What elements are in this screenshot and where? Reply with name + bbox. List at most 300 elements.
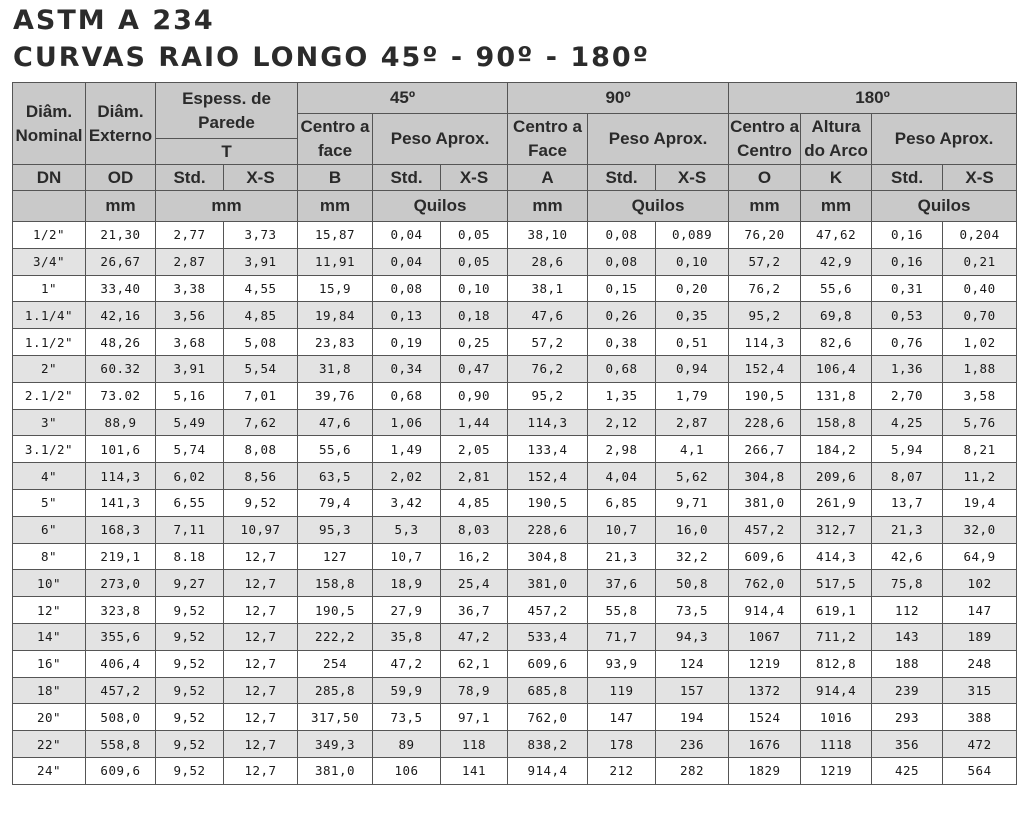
table-cell: 8.18 (156, 543, 224, 570)
table-cell: 838,2 (508, 731, 588, 758)
table-cell: 97,1 (441, 704, 508, 731)
table-cell: 15,87 (298, 222, 373, 249)
table-cell: 16" (13, 650, 86, 677)
table-row (13, 275, 1017, 302)
table-cell: 0,20 (656, 275, 729, 302)
header-centro-face-90: Centro a Face (508, 114, 588, 165)
header-peso-aprox-180: Peso Aprox. (872, 114, 1017, 165)
table-cell: 6" (13, 516, 86, 543)
table-cell: 133,4 (508, 436, 588, 463)
table-cell: 0,68 (373, 382, 441, 409)
table-cell: 212 (588, 757, 656, 784)
table-cell: 89 (373, 731, 441, 758)
header-altura-arco-180: Altura do Arco (801, 114, 872, 165)
table-cell: 315 (943, 677, 1017, 704)
table-cell: 190,5 (508, 489, 588, 516)
table-header (13, 83, 1017, 222)
table-cell: 0,16 (872, 248, 943, 275)
table-cell: 9,52 (156, 757, 224, 784)
table-cell: 1372 (729, 677, 801, 704)
table-cell: 2,81 (441, 463, 508, 490)
table-cell: 190,5 (729, 382, 801, 409)
table-cell: 3,56 (156, 302, 224, 329)
table-cell: 2,12 (588, 409, 656, 436)
table-cell: 381,0 (508, 570, 588, 597)
header-code: X-S (224, 165, 298, 191)
table-cell: 222,2 (298, 623, 373, 650)
table-cell: 5,16 (156, 382, 224, 409)
document-title: ASTM A 234 (13, 5, 215, 36)
table-cell: 11,2 (943, 463, 1017, 490)
table-cell: 0,51 (656, 329, 729, 356)
table-cell: 127 (298, 543, 373, 570)
table-cell: 158,8 (801, 409, 872, 436)
table-row (13, 489, 1017, 516)
table-cell: 2,02 (373, 463, 441, 490)
table-cell: 106 (373, 757, 441, 784)
table-cell: 37,6 (588, 570, 656, 597)
table-cell: 323,8 (86, 597, 156, 624)
table-cell: 9,27 (156, 570, 224, 597)
table-cell: 6,55 (156, 489, 224, 516)
table-cell: 23,83 (298, 329, 373, 356)
table-cell: 4,55 (224, 275, 298, 302)
table-cell: 18,9 (373, 570, 441, 597)
table-cell: 47,2 (373, 650, 441, 677)
table-cell: 0,25 (441, 329, 508, 356)
header-unit-peso90: Quilos (588, 191, 729, 222)
table-cell: 0,94 (656, 355, 729, 382)
table-cell: 5,62 (656, 463, 729, 490)
header-espess-parede: Espess. de Parede (156, 83, 298, 139)
table-cell: 12,7 (224, 623, 298, 650)
table-cell: 12,7 (224, 731, 298, 758)
table-cell: 457,2 (86, 677, 156, 704)
table-cell: 78,9 (441, 677, 508, 704)
table-cell: 168,3 (86, 516, 156, 543)
table-cell: 12,7 (224, 704, 298, 731)
table-cell: 5" (13, 489, 86, 516)
header-code: Std. (872, 165, 943, 191)
table-cell: 3/4" (13, 248, 86, 275)
table-cell: 9,52 (156, 731, 224, 758)
table-cell: 2,77 (156, 222, 224, 249)
table-cell: 147 (588, 704, 656, 731)
table-cell: 131,8 (801, 382, 872, 409)
table-cell: 4,85 (224, 302, 298, 329)
table-cell: 31,8 (298, 355, 373, 382)
table-cell: 0,08 (373, 275, 441, 302)
table-row (13, 597, 1017, 624)
header-code: X-S (943, 165, 1017, 191)
table-cell: 381,0 (298, 757, 373, 784)
table-cell: 20" (13, 704, 86, 731)
table-cell: 1,49 (373, 436, 441, 463)
header-unit-b: mm (298, 191, 373, 222)
header-code: K (801, 165, 872, 191)
table-row (13, 650, 1017, 677)
table-cell: 24" (13, 757, 86, 784)
table-cell: 73.02 (86, 382, 156, 409)
table-cell: 59,9 (373, 677, 441, 704)
table-cell: 9,52 (156, 597, 224, 624)
table-cell: 609,6 (729, 543, 801, 570)
table-cell: 112 (872, 597, 943, 624)
table-cell: 414,3 (801, 543, 872, 570)
table-cell: 517,5 (801, 570, 872, 597)
header-diam-nominal: Diâm. Nominal (13, 83, 86, 165)
table-cell: 55,6 (298, 436, 373, 463)
table-cell: 69,8 (801, 302, 872, 329)
table-cell: 425 (872, 757, 943, 784)
table-cell: 5,74 (156, 436, 224, 463)
table-cell: 533,4 (508, 623, 588, 650)
table-cell: 2,87 (656, 409, 729, 436)
table-cell: 381,0 (729, 489, 801, 516)
table-cell: 47,2 (441, 623, 508, 650)
table-cell: 5,54 (224, 355, 298, 382)
table-cell: 0,10 (656, 248, 729, 275)
table-cell: 28,6 (508, 248, 588, 275)
table-cell: 4,85 (441, 489, 508, 516)
header-unit-peso180: Quilos (872, 191, 1017, 222)
table-cell: 55,8 (588, 597, 656, 624)
table-cell: 219,1 (86, 543, 156, 570)
table-cell: 6,85 (588, 489, 656, 516)
table-cell: 1219 (729, 650, 801, 677)
table-cell: 35,8 (373, 623, 441, 650)
table-cell: 50,8 (656, 570, 729, 597)
header-code: B (298, 165, 373, 191)
table-cell: 12,7 (224, 570, 298, 597)
table-cell: 914,4 (729, 597, 801, 624)
table-cell: 10,7 (373, 543, 441, 570)
table-cell: 12,7 (224, 650, 298, 677)
table-cell: 95,2 (508, 382, 588, 409)
table-cell: 47,6 (508, 302, 588, 329)
header-code: Std. (588, 165, 656, 191)
table-cell: 21,30 (86, 222, 156, 249)
table-cell: 5,3 (373, 516, 441, 543)
table-cell: 7,11 (156, 516, 224, 543)
table-cell: 5,08 (224, 329, 298, 356)
table-cell: 73,5 (656, 597, 729, 624)
table-cell: 619,1 (801, 597, 872, 624)
header-unit-o: mm (729, 191, 801, 222)
table-cell: 9,71 (656, 489, 729, 516)
table-cell: 13,7 (872, 489, 943, 516)
table-cell: 22" (13, 731, 86, 758)
table-cell: 10,97 (224, 516, 298, 543)
table-cell: 93,9 (588, 650, 656, 677)
table-row (13, 382, 1017, 409)
table-cell: 2,05 (441, 436, 508, 463)
table-cell: 1,36 (872, 355, 943, 382)
table-cell: 19,4 (943, 489, 1017, 516)
header-unit-k: mm (801, 191, 872, 222)
table-cell: 356 (872, 731, 943, 758)
table-cell: 9,52 (156, 704, 224, 731)
table-cell: 141,3 (86, 489, 156, 516)
table-cell: 102 (943, 570, 1017, 597)
table-cell: 5,94 (872, 436, 943, 463)
table-cell: 304,8 (508, 543, 588, 570)
table-cell: 47,62 (801, 222, 872, 249)
table-cell: 4" (13, 463, 86, 490)
table-cell: 558,8 (86, 731, 156, 758)
table-cell: 141 (441, 757, 508, 784)
table-cell: 4,04 (588, 463, 656, 490)
table-cell: 27,9 (373, 597, 441, 624)
table-cell: 1829 (729, 757, 801, 784)
table-cell: 3.1/2" (13, 436, 86, 463)
table-cell: 209,6 (801, 463, 872, 490)
table-row (13, 570, 1017, 597)
table-cell: 82,6 (801, 329, 872, 356)
table-cell: 1676 (729, 731, 801, 758)
table-cell: 114,3 (508, 409, 588, 436)
header-code: OD (86, 165, 156, 191)
table-cell: 6,02 (156, 463, 224, 490)
table-cell: 2" (13, 355, 86, 382)
table-cell: 0,204 (943, 222, 1017, 249)
table-cell: 3,42 (373, 489, 441, 516)
table-cell: 304,8 (729, 463, 801, 490)
table-cell: 248 (943, 650, 1017, 677)
table-cell: 147 (943, 597, 1017, 624)
table-cell: 1.1/4" (13, 302, 86, 329)
table-cell: 914,4 (801, 677, 872, 704)
table-cell: 711,2 (801, 623, 872, 650)
table-cell: 32,0 (943, 516, 1017, 543)
table-cell: 3,58 (943, 382, 1017, 409)
table-cell: 26,67 (86, 248, 156, 275)
table-cell: 184,2 (801, 436, 872, 463)
table-cell: 8,21 (943, 436, 1017, 463)
table-cell: 0,05 (441, 222, 508, 249)
table-cell: 0,53 (872, 302, 943, 329)
table-cell: 349,3 (298, 731, 373, 758)
table-cell: 152,4 (729, 355, 801, 382)
table-cell: 0,15 (588, 275, 656, 302)
table-cell: 685,8 (508, 677, 588, 704)
table-cell: 114,3 (729, 329, 801, 356)
table-cell: 2.1/2" (13, 382, 86, 409)
table-cell: 236 (656, 731, 729, 758)
table-cell: 1524 (729, 704, 801, 731)
header-unit-od: mm (86, 191, 156, 222)
table-cell: 1.1/2" (13, 329, 86, 356)
table-cell: 19,84 (298, 302, 373, 329)
table-cell: 33,40 (86, 275, 156, 302)
table-cell: 7,62 (224, 409, 298, 436)
table-cell: 0,21 (943, 248, 1017, 275)
table-row (13, 731, 1017, 758)
table-cell: 14" (13, 623, 86, 650)
table-cell: 1/2" (13, 222, 86, 249)
table-cell: 293 (872, 704, 943, 731)
table-cell: 3,91 (156, 355, 224, 382)
table-cell: 266,7 (729, 436, 801, 463)
table-cell: 48,26 (86, 329, 156, 356)
table-cell: 32,2 (656, 543, 729, 570)
table-cell: 1118 (801, 731, 872, 758)
table-cell: 388 (943, 704, 1017, 731)
table-cell: 1067 (729, 623, 801, 650)
table-cell: 8,08 (224, 436, 298, 463)
table-cell: 12,7 (224, 597, 298, 624)
table-cell: 36,7 (441, 597, 508, 624)
table-cell: 76,2 (508, 355, 588, 382)
header-group-45: 45º (298, 83, 508, 114)
table-cell: 25,4 (441, 570, 508, 597)
table-cell: 261,9 (801, 489, 872, 516)
table-cell: 12,7 (224, 677, 298, 704)
table-cell: 3,73 (224, 222, 298, 249)
table-cell: 2,98 (588, 436, 656, 463)
table-cell: 18" (13, 677, 86, 704)
table-row (13, 757, 1017, 784)
table-cell: 9,52 (156, 650, 224, 677)
table-cell: 7,01 (224, 382, 298, 409)
table-cell: 285,8 (298, 677, 373, 704)
table-cell: 55,6 (801, 275, 872, 302)
table-cell: 0,90 (441, 382, 508, 409)
table-cell: 12" (13, 597, 86, 624)
table-cell: 4,25 (872, 409, 943, 436)
table-cell: 12,7 (224, 757, 298, 784)
table-cell: 4,1 (656, 436, 729, 463)
header-centro-centro-180: Centro a Centro (729, 114, 801, 165)
table-cell: 457,2 (508, 597, 588, 624)
table-cell: 406,4 (86, 650, 156, 677)
header-unit-a: mm (508, 191, 588, 222)
table-cell: 1016 (801, 704, 872, 731)
table-cell: 94,3 (656, 623, 729, 650)
header-code: O (729, 165, 801, 191)
table-cell: 114,3 (86, 463, 156, 490)
table-cell: 239 (872, 677, 943, 704)
table-cell: 10,7 (588, 516, 656, 543)
table-cell: 1" (13, 275, 86, 302)
table-cell: 0,08 (588, 222, 656, 249)
table-cell: 472 (943, 731, 1017, 758)
table-row (13, 409, 1017, 436)
table-cell: 119 (588, 677, 656, 704)
table-cell: 143 (872, 623, 943, 650)
table-cell: 11,91 (298, 248, 373, 275)
table-cell: 8,07 (872, 463, 943, 490)
table-cell: 2,87 (156, 248, 224, 275)
table-cell: 812,8 (801, 650, 872, 677)
table-cell: 228,6 (508, 516, 588, 543)
table-cell: 188 (872, 650, 943, 677)
table-cell: 3,38 (156, 275, 224, 302)
table-cell: 71,7 (588, 623, 656, 650)
table-cell: 1,02 (943, 329, 1017, 356)
table-cell: 0,16 (872, 222, 943, 249)
table-cell: 10" (13, 570, 86, 597)
table-cell: 0,04 (373, 222, 441, 249)
header-code: Std. (156, 165, 224, 191)
table-cell: 1,44 (441, 409, 508, 436)
table-cell: 0,31 (872, 275, 943, 302)
table-body (13, 222, 1017, 785)
table-cell: 124 (656, 650, 729, 677)
header-peso-aprox-90: Peso Aprox. (588, 114, 729, 165)
table-cell: 0,34 (373, 355, 441, 382)
table-cell: 0,05 (441, 248, 508, 275)
table-row (13, 704, 1017, 731)
table-cell: 5,76 (943, 409, 1017, 436)
table-cell: 60.32 (86, 355, 156, 382)
table-cell: 317,50 (298, 704, 373, 731)
table-cell: 38,1 (508, 275, 588, 302)
header-diam-externo: Diâm. Externo (86, 83, 156, 165)
table-cell: 0,68 (588, 355, 656, 382)
table-cell: 9,52 (156, 677, 224, 704)
table-cell: 158,8 (298, 570, 373, 597)
table-cell: 2,70 (872, 382, 943, 409)
header-code: Std. (373, 165, 441, 191)
table-row (13, 302, 1017, 329)
table-cell: 101,6 (86, 436, 156, 463)
table-cell: 1,35 (588, 382, 656, 409)
table-row (13, 677, 1017, 704)
table-cell: 21,3 (588, 543, 656, 570)
table-cell: 5,49 (156, 409, 224, 436)
header-centro-face-45: Centro a face (298, 114, 373, 165)
table-cell: 8,03 (441, 516, 508, 543)
table-cell: 42,6 (872, 543, 943, 570)
table-cell: 0,19 (373, 329, 441, 356)
header-code: DN (13, 165, 86, 191)
header-peso-aprox-45: Peso Aprox. (373, 114, 508, 165)
table-row (13, 463, 1017, 490)
table-cell: 564 (943, 757, 1017, 784)
table-cell: 609,6 (86, 757, 156, 784)
table-row (13, 329, 1017, 356)
table-cell: 178 (588, 731, 656, 758)
table-cell: 1,88 (943, 355, 1017, 382)
table-cell: 106,4 (801, 355, 872, 382)
table-cell: 76,20 (729, 222, 801, 249)
table-cell: 508,0 (86, 704, 156, 731)
table-cell: 0,40 (943, 275, 1017, 302)
header-code: A (508, 165, 588, 191)
table-cell: 282 (656, 757, 729, 784)
table-cell: 0,26 (588, 302, 656, 329)
table-cell: 9,52 (156, 623, 224, 650)
table-cell: 0,70 (943, 302, 1017, 329)
table-row (13, 436, 1017, 463)
header-unit-wall: mm (156, 191, 298, 222)
table-cell: 0,10 (441, 275, 508, 302)
header-espess-t: T (156, 139, 298, 165)
table-cell: 0,47 (441, 355, 508, 382)
table-row (13, 516, 1017, 543)
header-group-90: 90º (508, 83, 729, 114)
table-cell: 457,2 (729, 516, 801, 543)
table-cell: 95,3 (298, 516, 373, 543)
table-cell: 47,6 (298, 409, 373, 436)
table-cell: 0,76 (872, 329, 943, 356)
table-cell: 12,7 (224, 543, 298, 570)
table-cell: 152,4 (508, 463, 588, 490)
table-cell: 3" (13, 409, 86, 436)
table-cell: 1,79 (656, 382, 729, 409)
table-cell: 0,35 (656, 302, 729, 329)
